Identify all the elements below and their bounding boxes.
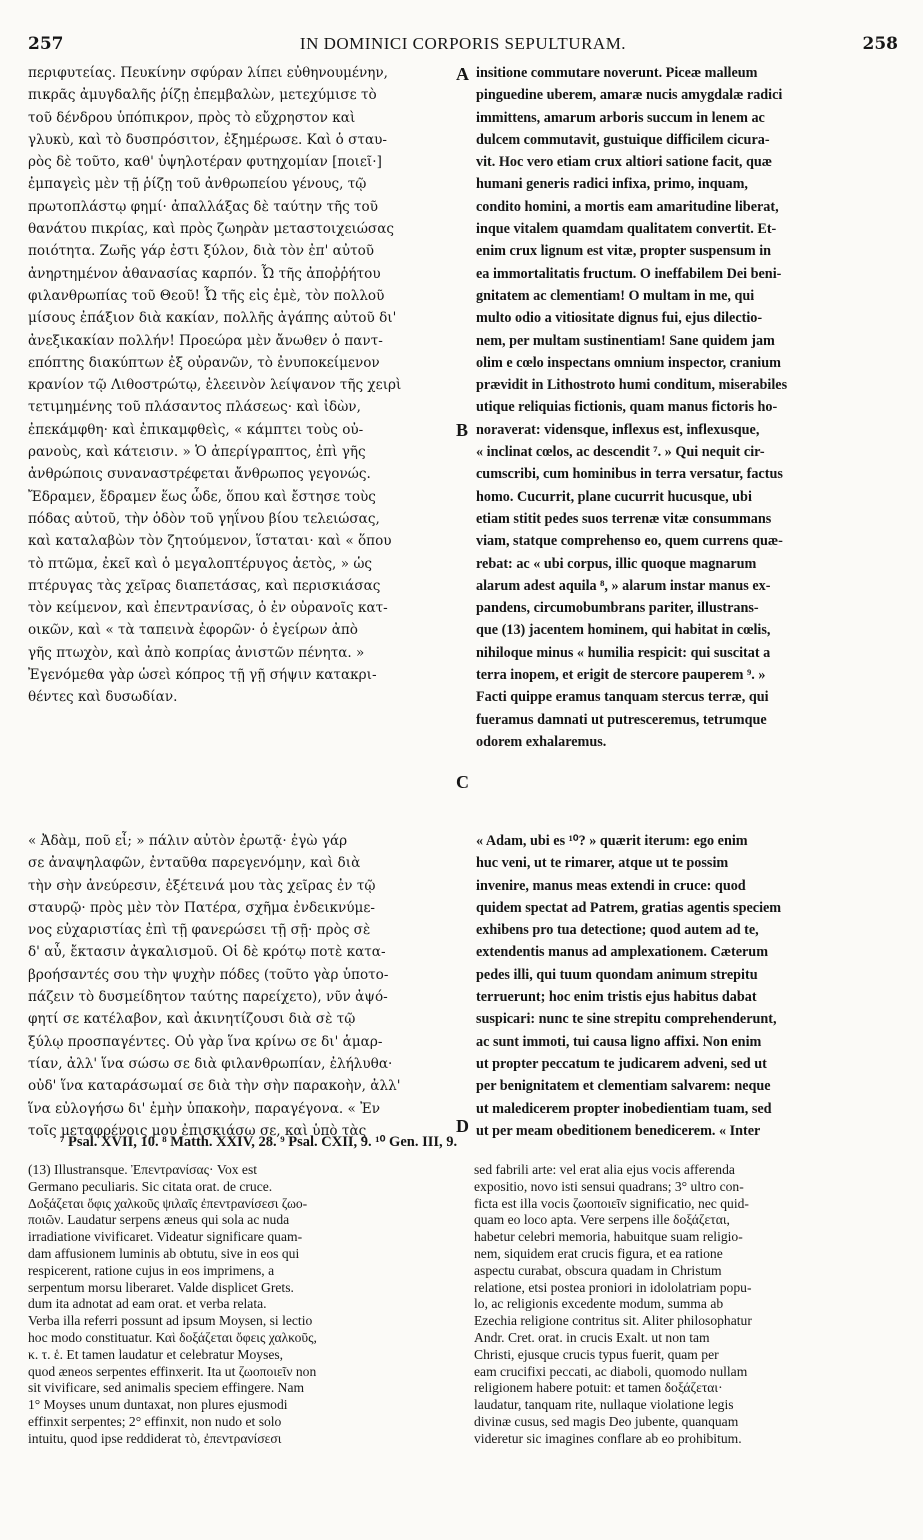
text-line: expositio, novo isti sensui quadrans; 3° ultro con- xyxy=(474,1178,744,1194)
text-line: dum ita adnotat ad eam orat. et verba relata. xyxy=(28,1296,267,1312)
text-line: Andr. Cret. orat. in crucis Exalt. ut non tam xyxy=(474,1329,710,1345)
section-marker-d: D xyxy=(456,1116,469,1136)
text-line: Germano peculiaris. Sic citata orat. de cruce. xyxy=(28,1178,273,1194)
text-line: videretur sic imagines conflare ab eo prohibitum. xyxy=(474,1430,742,1446)
text-line: τὴν σὴν ἀνεύρεσιν, ἐξέτεινά μου τὰς χεῖρας ἐν τῷ xyxy=(28,877,376,894)
text-line: δ' αὖ, ἔκτασιν ἀγκαλισμοῦ. Οἱ δὲ κρότῳ ποτὲ κατα- xyxy=(28,944,386,961)
text-line: quidem spectat ad Patrem, gratias agentis speciem xyxy=(476,899,782,916)
text-line: ἀνεξικακίαν πολλήν! Προεώρα μὲν ἄνωθεν ὁ παντ- xyxy=(28,332,383,349)
footnote-column-left xyxy=(28,1162,460,1448)
text-line: γλυκὺ, καὶ τὸ δυσπρόσιτον, ἐξημέρωσε. Καὶ ὁ σταυ- xyxy=(28,131,387,148)
text-line: βροήσαντές σου τὴν ψυχὴν πόδες (τοῦτο γὰρ ὑποτο- xyxy=(28,966,389,983)
text-line: alarum adest aquila ⁸, » alarum instar manus ex- xyxy=(476,577,771,594)
text-line: habetur celebri memoria, habuitque suam religio- xyxy=(474,1229,743,1245)
text-line: per benignitatem et clementiam salvarem: neque xyxy=(476,1078,771,1095)
latin-column-bottom xyxy=(476,830,898,1142)
text-line: θέντες καὶ δυσωδίαν. xyxy=(28,689,178,706)
text-line: ἵνα εὐλογήσω δι' ἐμὴν ὑπακοὴν, παραγέγονα. « Ἐν xyxy=(28,1100,381,1117)
text-line: οὐδ' ἵνα καταράσωμαί σε διὰ τὴν σὴν παρακοὴν, ἀλλ' xyxy=(28,1078,401,1095)
text-line: σταυρῷ· πρὸς μὲν τὸν Πατέρα, σχῆμα ἐνδεικνύμε- xyxy=(28,899,376,916)
latin-column-top xyxy=(476,62,898,753)
text-line: immittens, amarum arboris succum in lenem ac xyxy=(476,109,765,126)
text-line: ποιότητα. Ζωῆς γάρ ἐστι ξύλον, διὰ τὸν ἐπ' αὐτοῦ xyxy=(28,243,375,260)
text-line: ἀνθρώποις συναναστρέφεται ἄνθρωπος γεγονώς. xyxy=(28,466,371,483)
text-line: 1° Moyses unum duntaxat, non plures ejusmodi xyxy=(28,1397,288,1413)
text-line: πρωτοπλάστῳ φημί· ἀπαλλάξας δὲ ταύτην τῆς τοῦ xyxy=(28,198,379,215)
text-line: quod æneos serpentes effinxerit. Ita ut ζωοποιεῖν non xyxy=(28,1363,317,1379)
text-line: rebat: ac « ubi corpus, illic quoque magnarum xyxy=(476,555,757,572)
text-line: aspectu curabat, obscura quadam in Christum xyxy=(474,1262,722,1278)
text-line: suspicari: nunc te sine strepitu comprehenderunt, xyxy=(476,1011,777,1028)
text-line: effinxit serpentes; 2° effinxit, non nudo et solo xyxy=(28,1413,282,1429)
text-line: nihiloque minus « humilia respicit: qui suscitat a xyxy=(476,644,771,661)
text-line: religionem habere potuit: et tamen δοξάζεται· xyxy=(474,1380,723,1396)
text-line: ut per meam obeditionem benedicerem. « Inter xyxy=(476,1122,761,1139)
text-line: intuitu, quod ipse reddiderat τὸ, ἐπεντρανίσεσι xyxy=(28,1430,282,1446)
text-line: επόπτης διακύπτων ἐξ οὐρανῶν, τὸ ἐνυποκείμενον xyxy=(28,354,380,371)
text-line: insitione commutare noverunt. Piceæ malleum xyxy=(476,65,758,81)
text-line: utique reliquias fictionis, quam manus fictoris ho- xyxy=(476,399,778,416)
text-line: πικρᾶς ἀμυγδαλῆς ῥίζῃ ἐπεμβαλὼν, μετεχύμισε τὸ xyxy=(28,87,377,104)
text-line: exhibens pro tua detectione; quod autem ad te, xyxy=(476,922,759,939)
text-line: sit vivificare, sed animalis speciem effingere. Nam xyxy=(28,1380,305,1396)
text-line: nem, siquidem erat crucis figura, et ea ratione xyxy=(474,1245,723,1261)
text-line: πόδας αὐτοῦ, τὴν ὁδὸν τοῦ γηΐνου βίου τελειώσας, xyxy=(28,510,380,527)
text-line: ut maledicerem propter inobedientiam tuam, sed xyxy=(476,1100,772,1117)
text-line: vit. Hoc vero etiam crux altiori satione facit, quæ xyxy=(476,154,773,171)
text-line: sed fabrili arte: vel erat alia ejus vocis afferenda xyxy=(474,1162,735,1177)
text-line: huc veni, ut te rimarer, atque ut te possim xyxy=(476,855,729,872)
text-line: multo odio a vitiositate dignus fui, ejus dilectio- xyxy=(476,310,763,327)
text-line: pandens, circumobumbrans pariter, illustrans- xyxy=(476,600,759,617)
text-line: lo, ac religionis excedente modum, summa ab xyxy=(474,1296,724,1312)
text-line: dulcem commutavit, gustuique difficilem cicura- xyxy=(476,131,770,148)
text-line: viam, statque comprehenso eo, quem currens quæ- xyxy=(476,533,783,550)
text-line: que (13) jacentem hominem, qui habitat in cœlis, xyxy=(476,622,771,639)
page-number-right: 258 xyxy=(862,34,898,54)
text-line: serpentum morsu liberaret. Valde displicet Grets. xyxy=(28,1279,294,1295)
text-line: eam crucifixi peccati, ac diaboli, quomodo nullam xyxy=(474,1363,748,1379)
text-line: Δοξάζεται ὄφις χαλκοῦς ψιλαῖς ἐπεντρανίσεσι ζωο- xyxy=(28,1195,308,1211)
text-line: cumscribi, cum hominibus in terra versatur, factus xyxy=(476,466,783,483)
text-line: nem, per multam sustinentiam! Sane quidem jam xyxy=(476,332,775,349)
text-line: condito homini, a mortis eam amaritudine liberat, xyxy=(476,198,779,215)
scripture-references: ⁷ Psal. XVII, 10. ⁸ Matth. XXIV, 28. ⁹ Psal. CXII, 9. ¹⁰ Gen. III, 9. xyxy=(60,1134,458,1150)
text-line: Ezechia religione contritus sit. Aliter philosophatur xyxy=(474,1313,752,1329)
text-line: κρανίον τῷ Λιθοστρώτῳ, ἐλεεινὸν λείψανον τῆς χειρὶ xyxy=(28,377,402,394)
section-marker-b: B xyxy=(456,420,469,440)
text-line: ἐπεκάμφθη· καὶ ἐπικαμφθεὶς, « κάμπτει τοὺς οὐ- xyxy=(28,421,364,438)
text-line: noraverat: vidensque, inflexus est, inflexusque, xyxy=(476,421,760,438)
text-line: etiam stitit pedes suos terrenæ vitæ consummans xyxy=(476,510,772,527)
text-line: ξύλῳ προσπαγέντες. Οὐ γὰρ ἵνα κρίνω σε δι' ἁμαρ- xyxy=(28,1033,383,1050)
text-line: μίσους ἐπάξιον διὰ κακίαν, πολλῆς ἀγάπης αὐτοῦ δι' xyxy=(28,310,397,327)
text-line: Ἔδραμεν, ἔδραμεν ἕως ὧδε, ὅπου καὶ ἔστησε τοὺς xyxy=(28,488,376,505)
text-line: Facti quippe eramus tanquam stercus terræ, qui xyxy=(476,689,769,706)
text-line: pedes illi, qui tuum quondam animum strepitu xyxy=(476,966,758,983)
text-line: νος εὐχαριστίας ἐπὶ τῇ φανερώσει τῇ σῇ· πρὸς σὲ xyxy=(28,922,371,939)
text-line: extendentis manus ad amplexationem. Cæterum xyxy=(476,944,769,961)
greek-column-top xyxy=(28,62,452,709)
text-line: hoc modo constituatur. Καὶ δοξάζεται ὄφεις χαλκοῦς, xyxy=(28,1329,317,1345)
text-line: odorem exhalaremus. xyxy=(476,733,607,750)
text-line: ἐμπαγεὶς μὲν τῇ ῥίζῃ τοῦ ἀνθρωπείου γένους, τῷ xyxy=(28,176,367,193)
greek-column-bottom xyxy=(28,830,452,1142)
text-line: ρανοὺς, καὶ κάτεισιν. » Ὁ ἀπερίγραπτος, ἐπὶ γῆς xyxy=(28,444,366,461)
text-line: ficta est illa vocis ζωοποιεῖν significatio, nec quid- xyxy=(474,1195,749,1211)
text-line: ποιῶν. Laudatur serpens æneus qui sola ac nuda xyxy=(28,1212,290,1228)
section-marker-c: C xyxy=(456,772,469,792)
text-line: Verba illa referri possunt ad ipsum Moysen, si lectio xyxy=(28,1313,313,1329)
text-line: πτέρυγας τὰς χεῖρας διαπετάσας, καὶ περισκιάσας xyxy=(28,577,381,594)
text-line: « Adam, ubi es ¹⁰? » quærit iterum: ego enim xyxy=(476,833,748,849)
section-marker-a: A xyxy=(456,64,469,84)
page-header xyxy=(28,34,898,58)
text-line: Christi, ejusque crucis typus fuerit, quam per xyxy=(474,1346,719,1362)
text-line: οικῶν, καὶ « τὰ ταπεινὰ ἐφορῶν· ὁ ἐγείρων ἀπὸ xyxy=(28,622,358,639)
page-number-left: 257 xyxy=(28,34,64,54)
text-line: respicerent, ratione cujus in eos imprimens, a xyxy=(28,1262,275,1278)
text-line: « Ἀδὰμ, ποῦ εἶ; » πάλιν αὐτὸν ἐρωτᾷ· ἐγὼ γάρ xyxy=(28,833,348,849)
text-line: περιφυτείας. Πευκίνην σφύραν λίπει εὐθηνουμένην, xyxy=(28,65,388,81)
text-line: τὸ πτῶμα, ἐκεῖ καὶ ὁ μεγαλοπτέρυγος ἀετὸς, » ὡς xyxy=(28,555,373,572)
text-line: κ. τ. ἑ. Et tamen laudatur et celebratur Moyses, xyxy=(28,1346,284,1362)
text-line: irradiatione vivificaret. Videatur significare quam- xyxy=(28,1229,303,1245)
text-line: (13) Illustransque. Ἐπεντρανίσας· Vox est xyxy=(28,1162,258,1177)
text-line: ac sunt immoti, tui causa ligno affixi. Non enim xyxy=(476,1033,762,1050)
text-line: « inclinat cœlos, ac descendit ⁷. » Qui nequit cir- xyxy=(476,444,765,461)
text-line: θανάτου πικρίας, καὶ πρὸς ζωηρὰν μεταστοιχειώσας xyxy=(28,221,394,238)
text-line: πάζειν τὸ δυσμείδητον ταύτης παρείχετο), νῦν ἀψό- xyxy=(28,989,388,1006)
text-line: τίαν, ἀλλ' ἵνα σώσω σε διὰ φιλανθρωπίαν, ἐλήλυθα· xyxy=(28,1055,393,1072)
text-line: quam eo loco apta. Vere serpens ille δοξάζεται, xyxy=(474,1212,730,1228)
text-line: inque vitalem quamdam qualitatem convertit. Et- xyxy=(476,221,777,238)
footnote-column-right xyxy=(474,1162,898,1448)
text-line: pinguedine uberem, amaræ nucis amygdalæ radici xyxy=(476,87,783,104)
text-line: ut propter peccatum te judicarem adveni, sed ut xyxy=(476,1055,767,1072)
text-line: fueramus damnati ut putresceremus, tetrumque xyxy=(476,711,767,728)
text-line: σε ἀναψηλαφῶν, ἐνταῦθα παρεγενόμην, καὶ διὰ xyxy=(28,855,361,872)
text-line: γῆς πτωχὸν, καὶ ἀπὸ κοπρίας ἀνιστῶν πένητα. » xyxy=(28,644,365,661)
text-line: terra inopem, et erigit de stercore pauperem ⁹. » xyxy=(476,667,766,684)
text-line: τετιμημένης τοῦ πλάσαντος πλάσεως· καὶ ἰδὼν, xyxy=(28,399,361,416)
text-line: ea immortalitatis fructum. O ineffabilem Dei beni- xyxy=(476,265,782,282)
text-line: terruerunt; hoc enim tristis ejus habitus dabat xyxy=(476,989,757,1006)
text-line: gnitatem ac clementiam! O multam in me, qui xyxy=(476,287,755,304)
text-line: τὸν κείμενον, καὶ ἐπεντρανίσας, ὁ ἐν οὐρανοῖς κατ- xyxy=(28,600,388,617)
text-line: ρὸς δὲ τοῦτο, καθ' ὑψηλοτέραν φυτηχομίαν [ποιεῖ·] xyxy=(28,154,382,171)
text-line: φητί σε κατέλαβον, καὶ ἀκινητίζουσι διὰ σὲ τῷ xyxy=(28,1011,356,1028)
text-line: prævidit in Lithostroto humi conditum, miserabiles xyxy=(476,377,788,394)
text-line: enim crux lignum est vitæ, propter suspensum in xyxy=(476,243,772,260)
text-line: humani generis radici infixa, primo, inquam, xyxy=(476,176,748,193)
text-line: ἀνηρτημένον ἀθανασίας καρπόν. Ὦ τῆς ἀποῤῥήτου xyxy=(28,265,381,282)
text-line: dam affusionem luminis ab obtutu, sive in eos qui xyxy=(28,1245,300,1261)
text-line: Ἐγενόμεθα γὰρ ὡσεὶ κόπρος τῇ γῇ σήψιν κατακρι- xyxy=(28,667,377,684)
text-line: relatione, etsi postea proniori in idololatriam popu- xyxy=(474,1279,752,1295)
text-line: divinæ cusus, sed magis Deo jubente, quanquam xyxy=(474,1413,739,1429)
text-line: τοῦ δένδρου ὑπόπικρον, πρὸς τὸ εὔχρηστον καὶ xyxy=(28,109,356,126)
text-line: invenire, manus meas extendi in cruce: quod xyxy=(476,877,746,894)
running-title: IN DOMINICI CORPORIS SEPULTURAM. xyxy=(299,34,627,53)
text-line: τοῖς μεταφρένοις μου ἐπισκιάσω σε, καὶ ὑπὸ τὰς xyxy=(28,1122,367,1139)
text-line: καὶ καταλαβὼν τὸν ζητούμενον, ἵσταται· καὶ « ὅπου xyxy=(28,533,392,550)
text-line: laudatur, tanquam rite, nullaque violatione legis xyxy=(474,1397,734,1413)
text-line: φιλανθρωπίας τοῦ Θεοῦ! Ὦ τῆς εἰς ἐμὲ, τὸν πολλοῦ xyxy=(28,287,385,304)
text-line: olim e cœlo inspectans omnium inspector, cranium xyxy=(476,354,781,371)
text-line: homo. Cucurrit, plane cucurrit hucusque, ubi xyxy=(476,488,752,505)
